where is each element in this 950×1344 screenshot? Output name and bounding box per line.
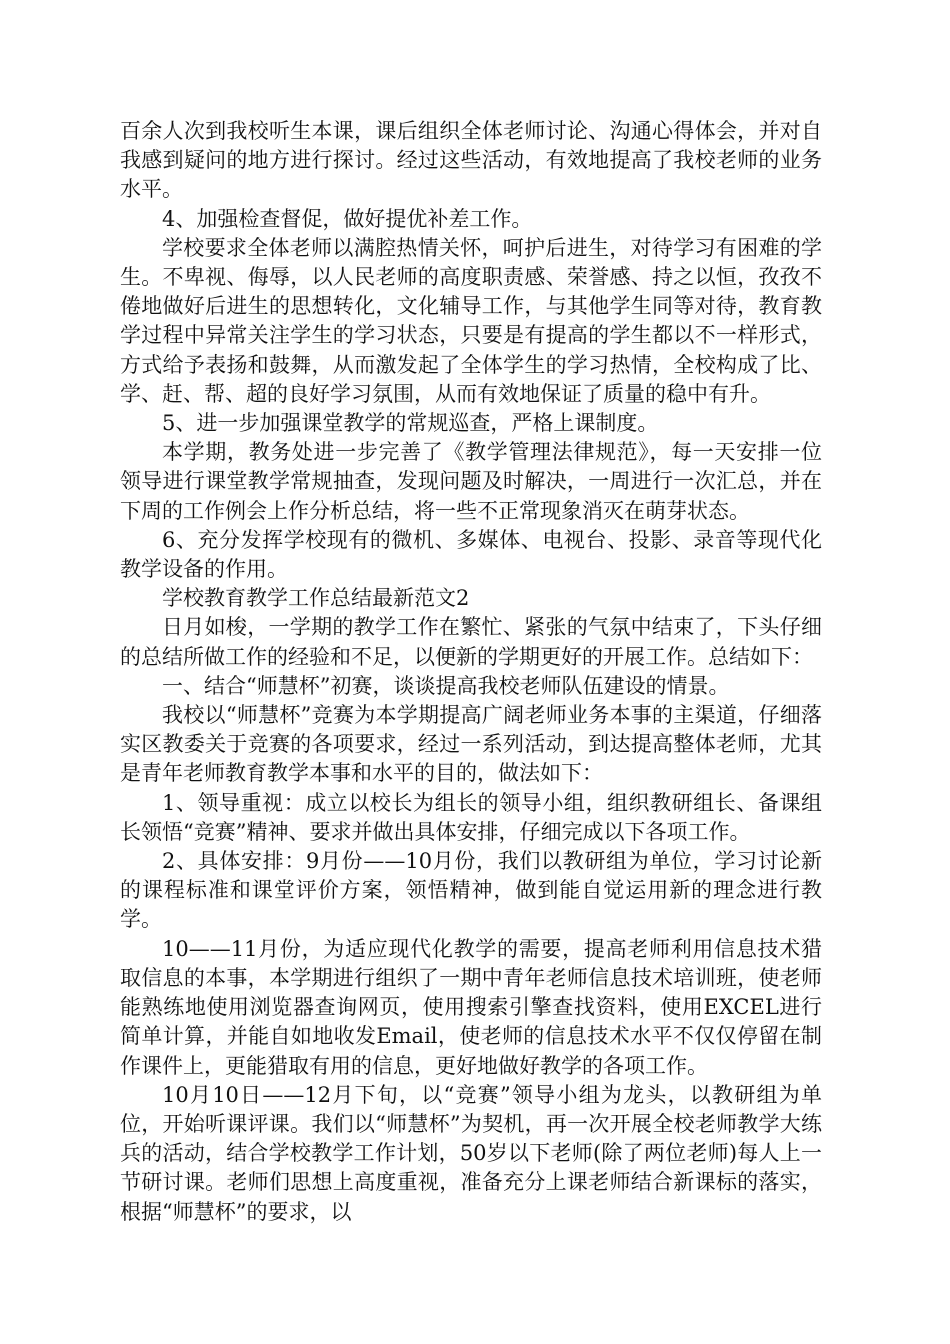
- body-paragraph: 10——11月份，为适应现代化教学的需要，提高老师利用信息技术猎取信息的本事，本学期进行组织了一期中青年老师信息技术培训班，使老师能熟练地使用浏览器查询网页，使用搜索引擎查找资料，使用EXCEL进行简单计算，并能自如地收发Email，使老师的信息技术水平不仅仅停留在制作课件上，更能猎取有用的信息，更好地做好教学的各项工作。: [120, 936, 822, 1078]
- body-paragraph: 学校要求全体老师以满腔热情关怀，呵护后进生，对待学习有困难的学生。不卑视、侮辱，以人民老师的高度职责感、荣誉感、持之以恒，孜孜不倦地做好后进生的思想转化，文化辅导工作，与其他学生同等对待，教育教学过程中异常关注学生的学习状态，只要是有提高的学生都以不一样形式，方式给予表扬和鼓舞，从而激发起了全体学生的学习热情，全校构成了比、学、赶、帮、超的良好学习氛围，从而有效地保证了质量的稳中有升。: [120, 235, 822, 406]
- document-page: [120, 117, 822, 1227]
- section-heading-5: 5、进一步加强课堂教学的常规巡查，严格上课制度。: [162, 411, 659, 436]
- body-paragraph: 10月10日——12月下旬，以“竞赛”领导小组为龙头，以教研组为单位，开始听课评课。我们以“师慧杯”为契机，再一次开展全校老师教学大练兵的活动，结合学校教学工作计划，50岁以下老师(除了两位老师)每人上一节研讨课。老师们思想上高度重视，准备充分上课老师结合新课标的落实，根据“师慧杯”的要求，以: [120, 1082, 822, 1224]
- body-paragraph: 百余人次到我校听生本课，课后组织全体老师讨论、沟通心得体会，并对自我感到疑问的地方进行探讨。经过这些活动，有效地提高了我校老师的业务水平。: [120, 119, 822, 202]
- list-item-schedule: 2、具体安排：9月份——10月份，我们以教研组为单位，学习讨论新的课程标准和课堂评价方案，领悟精神，做到能自觉运用新的理念进行教学。: [120, 849, 822, 932]
- body-paragraph: 日月如梭，一学期的教学工作在繁忙、紧张的气氛中结束了，下头仔细的总结所做工作的经验和不足，以便新的学期更好的开展工作。总结如下：: [120, 615, 822, 669]
- list-item-leadership: 1、领导重视：成立以校长为组长的领导小组，组织教研组长、备课组长领悟“竞赛”精神、要求并做出具体安排，仔细完成以下各项工作。: [120, 790, 822, 844]
- body-paragraph: 本学期，教务处进一步完善了《教学管理法律规范》，每一天安排一位领导进行课堂教学常规抽查，发现问题及时解决，一周进行一次汇总，并在下周的工作例会上作分析总结，将一些不正常现象消灭在萌芽状态。: [120, 440, 822, 523]
- section-heading-6: 6、充分发挥学校现有的微机、多媒体、电视台、投影、录音等现代化教学设备的作用。: [120, 527, 822, 582]
- body-paragraph: 我校以“师慧杯”竞赛为本学期提高广阔老师业务本事的主渠道，仔细落实区教委关于竞赛的各项要求，经过一系列活动，到达提高整体老师，尤其是青年老师教育教学本事和水平的目的，做法如下：: [120, 703, 822, 786]
- section-heading-4: 4、加强检查督促，做好提优补差工作。: [162, 206, 533, 231]
- section-heading-1: 一、结合“师慧杯”初赛，谈谈提高我校老师队伍建设的情景。: [162, 673, 730, 698]
- article-title: 学校教育教学工作总结最新范文2: [162, 586, 470, 611]
